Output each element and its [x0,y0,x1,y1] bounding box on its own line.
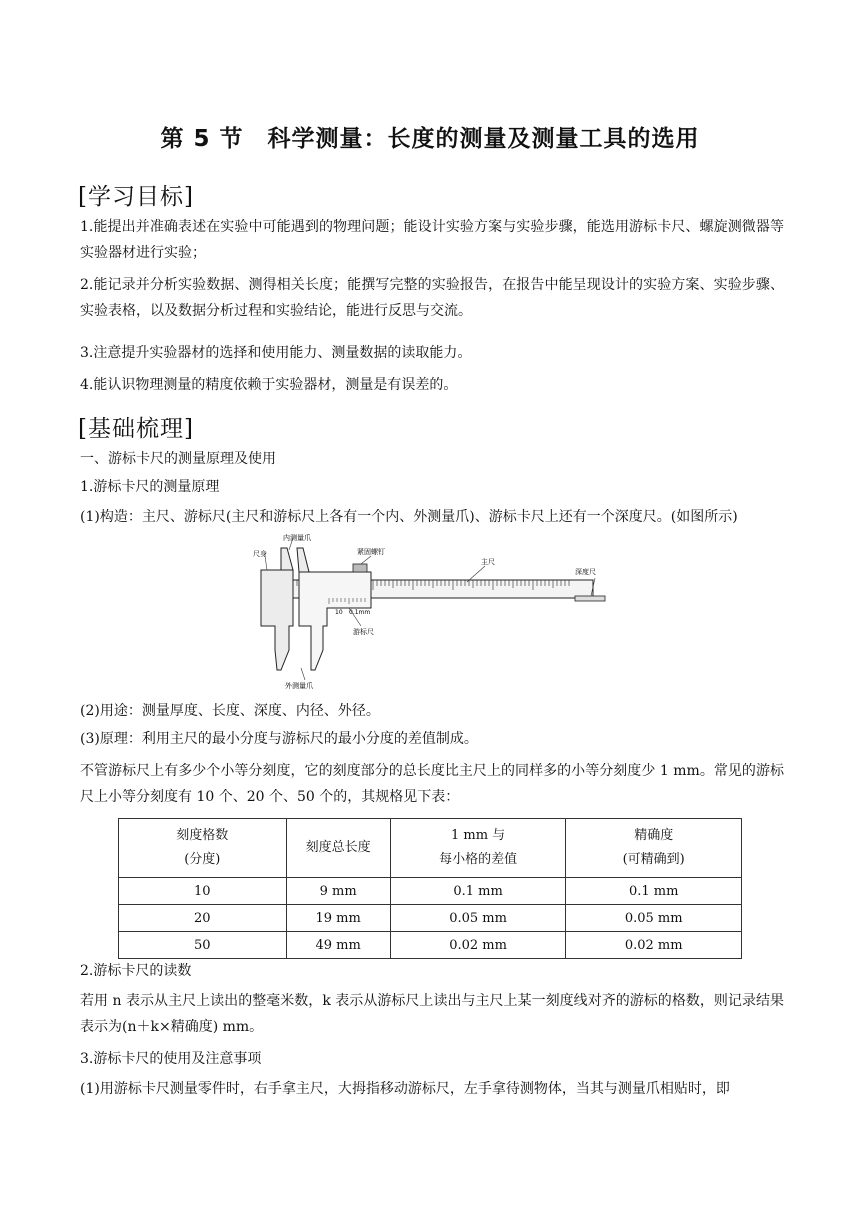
heading-reading: 2.游标卡尺的读数 [80,963,192,979]
heading-usage: 3.游标卡尺的使用及注意事项 [80,1051,262,1067]
usage-text: (1)用游标卡尺测量零件时，右手拿主尺，大拇指移动游标尺，左手拿待测物体，当其与测量爪相贴时，即 [80,1081,730,1097]
label-clamping-screw: 紧固螺钉 [357,548,385,556]
table-cell: 10 [119,878,287,905]
table-cell: 50 [119,932,287,959]
goal-3: 3.注意提升实验器材的选择和使用能力、测量数据的读取能力。 [80,345,472,361]
use-text: (2)用途：测量厚度、长度、深度、内径、外径。 [80,703,380,719]
page-title: 第 5 节 科学测量：长度的测量及测量工具的选用 [160,126,700,152]
table-cell: 0.05 mm [566,905,742,932]
table-row [119,878,742,905]
reading-text: 若用 n 表示从主尺上读出的整毫米数，k 表示从游标尺上读出与主尺上某一刻度线对齐的游标的格数，则记录结果表示为(n＋k×精确度) mm。 [80,993,784,1035]
label-depth-rod: 深度尺 [575,568,596,576]
table-row [119,905,742,932]
section-heading-goals: [学习目标] [78,184,194,210]
table-cell: 0.05 mm [390,905,566,932]
table-header-row [119,819,742,878]
table-cell: 0.02 mm [566,932,742,959]
principle-detail-text: 不管游标尺上有多少个小等分刻度，它的刻度部分的总长度比主尺上的同样多的小等分刻度少 1 mm。常见的游标尺上小等分刻度有 10 个、20 个、50 个的，其规格见下表： [80,763,784,805]
table-cell: 9 mm [286,878,390,905]
table-header-cell: 刻度总长度 [286,819,390,878]
table-header-cell: 1 mm 与 每小格的差值 [390,819,566,878]
construction-text: (1)构造：主尺、游标尺(主尺和游标尺上各有一个内、外测量爪)、游标卡尺上还有一个深度尺。(如图所示) [80,509,738,525]
label-vernier-scale: 游标尺 [353,628,374,636]
table-header-cell: 刻度格数 (分度) [119,819,287,878]
table-header-cell: 精确度 (可精确到) [566,819,742,878]
table-cell: 20 [119,905,287,932]
label-inner-jaw: 内测量爪 [283,534,311,542]
heading-measurement-principle: 1.游标卡尺的测量原理 [80,479,220,495]
label-main-scale: 主尺 [481,558,495,566]
principle-text: (3)原理：利用主尺的最小分度与游标尺的最小分度的差值制成。 [80,731,478,747]
table-cell: 0.1 mm [566,878,742,905]
heading-vernier-caliper: 一、游标卡尺的测量原理及使用 [80,451,276,467]
section-heading-basics: [基础梳理] [78,416,194,442]
table-cell: 0.1 mm [390,878,566,905]
table-cell: 19 mm [286,905,390,932]
label-outer-jaw: 外测量爪 [285,682,313,690]
label-ten: 10 [335,609,343,616]
table-cell: 49 mm [286,932,390,959]
vernier-spec-table [118,818,742,959]
label-precision: 0.1mm [349,609,371,616]
goal-1: 1.能提出并准确表述在实验中可能遇到的物理问题；能设计实验方案与实验步骤，能选用游标卡尺、螺旋测微器等实验器材进行实验； [80,219,784,261]
table-cell: 0.02 mm [390,932,566,959]
vernier-caliper-figure [253,530,613,692]
goal-2: 2.能记录并分析实验数据、测得相关长度；能撰写完整的实验报告，在报告中能呈现设计的实验方案、实验步骤、实验表格，以及数据分析过程和实验结论，能进行反思与交流。 [80,277,784,319]
goal-4: 4.能认识物理测量的精度依赖于实验器材，测量是有误差的。 [80,377,458,393]
table-row [119,932,742,959]
label-body: 尺身 [253,550,267,558]
